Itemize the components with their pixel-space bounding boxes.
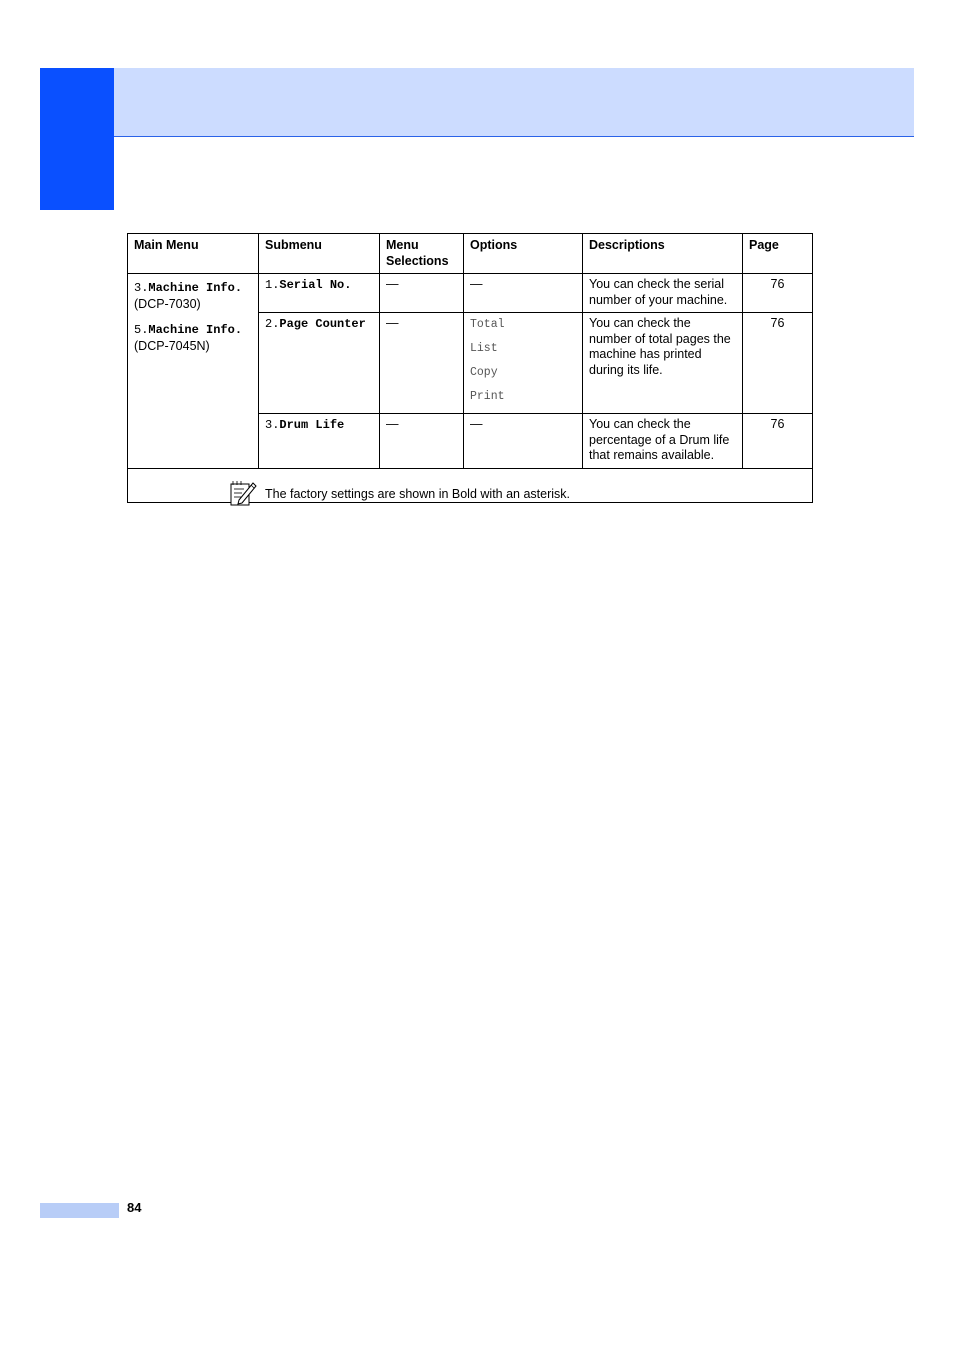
menu-table	[127, 233, 813, 503]
options-cell: —	[464, 414, 583, 469]
option-total: Total	[470, 318, 505, 331]
option-print: Print	[470, 390, 505, 403]
header-page: Page	[743, 234, 813, 274]
header-options: Options	[464, 234, 583, 274]
page-ref-cell: 76	[743, 313, 813, 414]
header-descriptions: Descriptions	[583, 234, 743, 274]
note-cell	[128, 468, 813, 502]
page-ref-cell: 76	[743, 414, 813, 469]
table-header-row	[128, 234, 813, 274]
option-copy: Copy	[470, 366, 498, 379]
options-cell: —	[464, 274, 583, 313]
main-menu-cell: 3.Machine Info. (DCP-7030) 5.Machine Info. (DCP-7045N)	[128, 274, 259, 469]
header-band	[114, 68, 914, 137]
submenu-page-counter: 2.Page Counter	[259, 313, 380, 414]
options-cell	[464, 313, 583, 414]
footer-bar	[40, 1203, 119, 1218]
header-main-menu: Main Menu	[128, 234, 259, 274]
note-pencil-icon	[229, 479, 257, 507]
description-cell: You can check the serial number of your machine.	[583, 274, 743, 313]
menu-selection-cell: —	[380, 274, 464, 313]
option-list: List	[470, 342, 498, 355]
submenu-serial-no: 1.Serial No.	[259, 274, 380, 313]
menu-selection-cell: —	[380, 313, 464, 414]
note-row	[128, 468, 813, 502]
page-number: 84	[127, 1200, 142, 1215]
page-ref-cell: 76	[743, 274, 813, 313]
chapter-tab	[40, 68, 114, 210]
description-cell: You can check the number of total pages the machine has printed during its life.	[583, 313, 743, 414]
submenu-drum-life: 3.Drum Life	[259, 414, 380, 469]
description-cell: You can check the percentage of a Drum life that remains available.	[583, 414, 743, 469]
table-row	[128, 274, 813, 313]
note-text: The factory settings are shown in Bold with an asterisk.	[265, 486, 571, 501]
header-menu-selections: Menu Selections	[380, 234, 464, 274]
menu-selection-cell: —	[380, 414, 464, 469]
header-submenu: Submenu	[259, 234, 380, 274]
